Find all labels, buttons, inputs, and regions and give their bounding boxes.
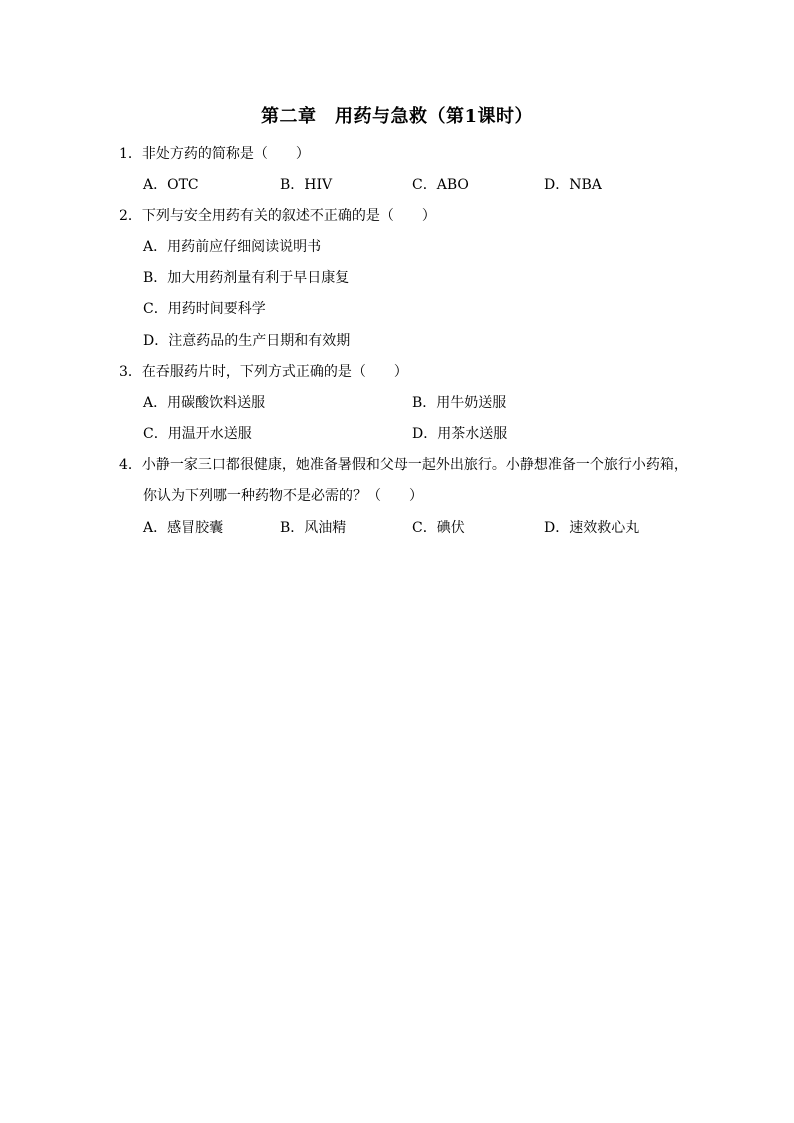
question-4-stem-continued: 你认为下列哪一种药物不是必需的？（ ） bbox=[143, 488, 423, 504]
question-1-option-c: C．ABO bbox=[412, 177, 469, 193]
question-3-option-c: C．用温开水送服 bbox=[143, 426, 252, 442]
question-4-option-d: D．速效救心丸 bbox=[544, 520, 640, 536]
question-3-option-d: D．用茶水送服 bbox=[412, 426, 508, 442]
question-3-stem: 3．在吞服药片时，下列方式正确的是（ ） bbox=[119, 364, 408, 380]
question-3-option-a: A．用碳酸饮料送服 bbox=[143, 395, 266, 411]
question-2-option-c: C．用药时间要科学 bbox=[143, 301, 266, 317]
question-1-stem: 1．非处方药的简称是（ ） bbox=[119, 146, 310, 162]
question-4-option-a: A．感冒胶囊 bbox=[143, 520, 224, 536]
question-1-option-d: D．NBA bbox=[544, 177, 602, 193]
question-2-option-b: B．加大用药剂量有利于早日康复 bbox=[143, 270, 350, 286]
question-4-stem: 4．小静一家三口都很健康，她准备暑假和父母一起外出旅行。小静想准备一个旅行小药箱， bbox=[119, 457, 688, 473]
question-2-option-a: A．用药前应仔细阅读说明书 bbox=[143, 239, 322, 255]
question-1-option-b: B．HIV bbox=[280, 177, 333, 193]
question-2-stem: 2．下列与安全用药有关的叙述不正确的是（ ） bbox=[119, 208, 436, 224]
question-1-option-a: A．OTC bbox=[143, 177, 199, 193]
question-3-option-b: B．用牛奶送服 bbox=[412, 395, 507, 411]
question-4-option-c: C．碘伏 bbox=[412, 520, 465, 536]
page-title: 第二章 用药与急救（第1课时） bbox=[260, 106, 534, 127]
question-2-option-d: D．注意药品的生产日期和有效期 bbox=[143, 333, 351, 349]
question-4-option-b: B．风油精 bbox=[280, 520, 347, 536]
